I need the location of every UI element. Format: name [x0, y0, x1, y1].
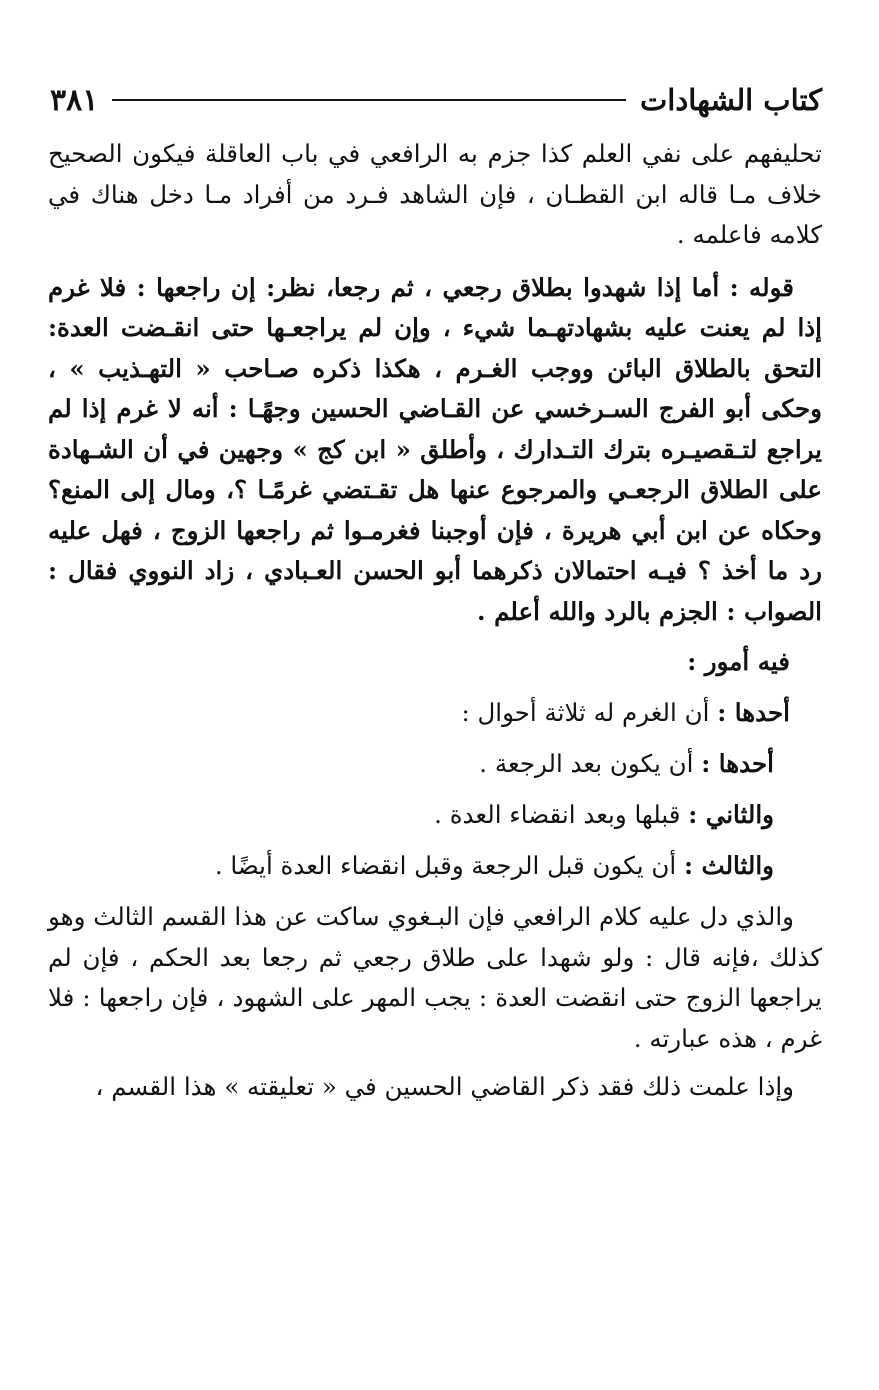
paragraph-gap [48, 256, 822, 268]
list-subitem [48, 738, 822, 789]
list-item-text: أن الغرم له ثلاثة أحوال : [461, 698, 718, 727]
paragraph-quoted-text: قوله : أما إذا شهدوا بطلاق رجعي ، ثم رجعا، نظر: إن راجعها : فلا غرم إذا لم يعنت عليه بشهادتهـما شيء ، وإن لم يراجعـها حتى انقـضت العدة: التحق بالطلاق البائن ووجب الغـرم ، هكذا ذكره صـاحب « التهـذيب » ، وحكى أبو الفرج السـرخسي عن القـاضي الحسين وجهًـا : أنه لا غرم إذا لم يراجع لتـقصيـره بترك التـدارك ، وأطلق « ابن كج » وجهين في أن الشـهادة على الطلاق الرجعـي والمرجوع عنها هل تقـتضي غرمًـا ؟، ومال إلى المنع؟ وحكاه عن ابن أبي هريرة ، فإن أوجبنا فغرمـوا ثم راجعها الزوج ، فهل عليه رد ما أخذ ؟ فيـه احتمالان ذكرهما أبو الحسن العـبادي ، زاد النووي فقال : الصواب : الجزم بالرد والله أعلم . [48, 272, 822, 626]
header-rule [112, 99, 626, 101]
list-subitem-text: قبلها وبعد انقضاء العدة . [434, 800, 689, 829]
list-subitem-label: والثالث : [683, 851, 774, 880]
list-subitem-label: أحدها : [701, 749, 774, 778]
list-intro: فيه أمور : [687, 647, 790, 676]
page-body [48, 134, 822, 1108]
page-number: ٣٨١ [50, 82, 99, 118]
list-item [48, 687, 822, 738]
list-subitem-text: أن يكون قبل الرجعة وقبل انقضاء العدة أيضًا . [214, 851, 684, 880]
list-subitem [48, 840, 822, 891]
running-header [50, 78, 822, 122]
paragraph: والذي دل عليه كلام الرافعي فإن البـغوي ساكت عن هذا القسم الثالث وهو كذلك ،فإنه قال : ولو شهدا على طلاق رجعي ثم رجعا بعد الحكم ، فإن لم يراجعها الزوج حتى انقضت العدة : يجب المهر على الشهود ، فإن راجعها : فلا غرم ، هذه عبارته . [48, 902, 822, 1053]
list-item-label: أحدها : [717, 698, 790, 727]
paragraph-continuation: تحليفهم على نفي العلم كذا جزم به الرافعي في باب العاقلة فيكون الصحيح خلاف مـا قاله ابن القطـان ، فإن الشاهد فـرد من أفراد مـا دخل هناك في كلامه فاعلمه . [48, 139, 822, 249]
paragraph-gap [48, 1059, 822, 1067]
paragraph: وإذا علمت ذلك فقد ذكر القاضي الحسين في « تعليقته » هذا القسم ، [95, 1072, 794, 1101]
list-subitem [48, 789, 822, 840]
list-subitem-text: أن يكون بعد الرجعة . [479, 749, 702, 778]
chapter-title: كتاب الشهادات [639, 83, 822, 117]
list-subitem-label: والثاني : [688, 800, 774, 829]
